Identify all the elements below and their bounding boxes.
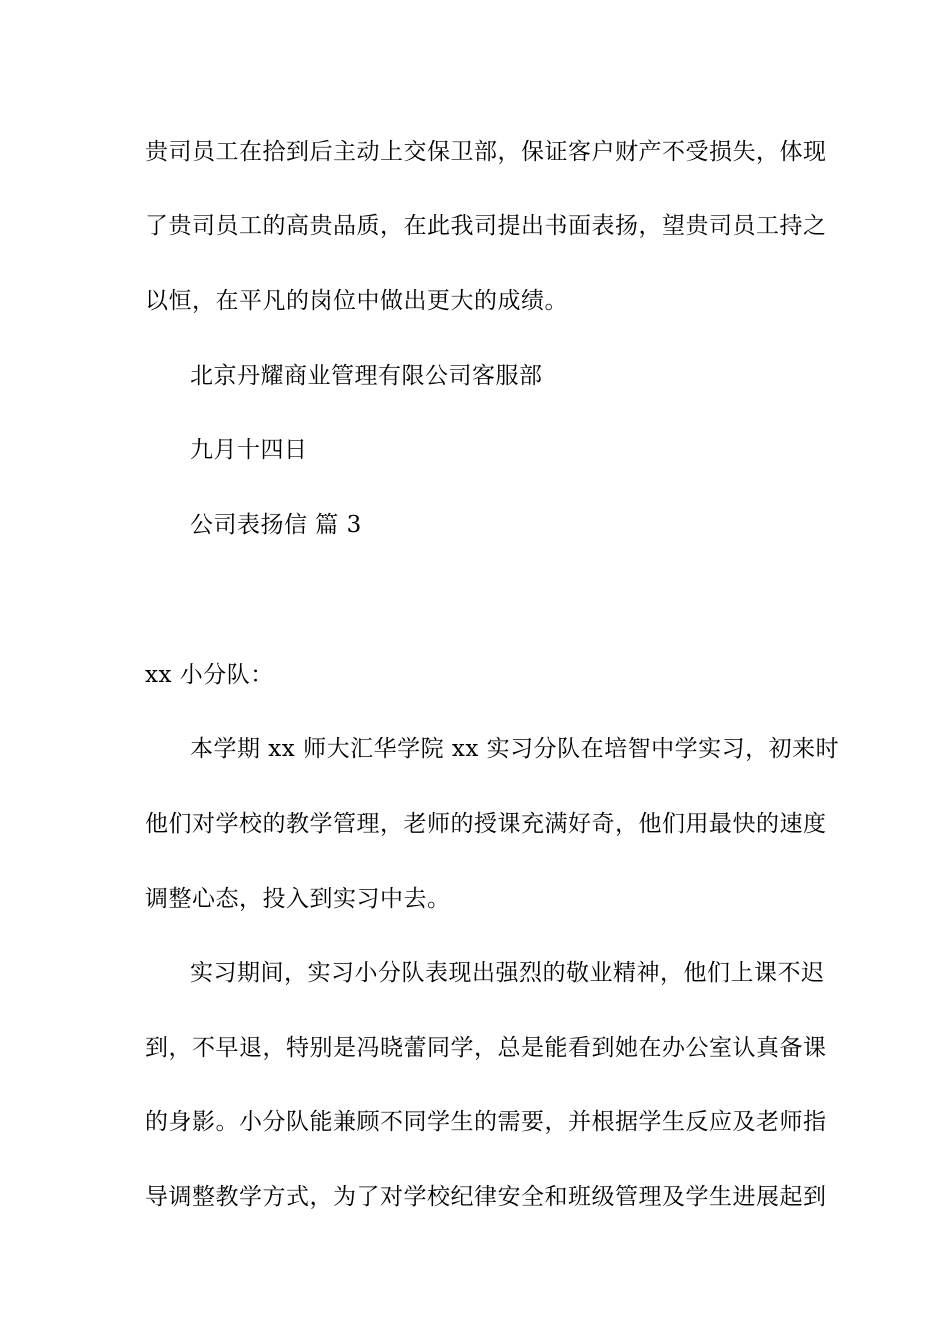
body-text-line: 的身影。小分队能兼顾不同学生的需要，并根据学生反应及老师指 — [145, 1109, 827, 1135]
body-text-line: 贵司员工在拾到后主动上交保卫部，保证客户财产不受损失，体现 — [145, 139, 827, 165]
body-text-line: 他们对学校的教学管理，老师的授课充满好奇，他们用最快的速度 — [145, 811, 827, 837]
body-text-line: 调整心态，投入到实习中去。 — [145, 886, 451, 912]
body-text-line: 以恒，在平凡的岗位中做出更大的成绩。 — [145, 288, 568, 314]
body-text-line: 本学期 xx 师大汇华学院 xx 实习分队在培智中学实习，初来时 — [190, 736, 840, 762]
body-text-line: 了贵司员工的高贵品质，在此我司提出书面表扬，望贵司员工持之 — [145, 213, 827, 239]
body-text-line: 实习期间，实习小分队表现出强烈的敬业精神，他们上课不迟 — [190, 960, 825, 986]
signature-company: 北京丹耀商业管理有限公司客服部 — [190, 363, 543, 389]
body-text-line: 导调整教学方式，为了对学校纪律安全和班级管理及学生进展起到 — [145, 1184, 827, 1210]
signature-date: 九月十四日 — [190, 437, 308, 463]
section-heading: 公司表扬信 篇 3 — [190, 512, 362, 538]
body-text-line: 到，不早退，特别是冯晓蕾同学，总是能看到她在办公室认真备课 — [145, 1035, 827, 1061]
salutation: xx 小分队： — [145, 662, 274, 688]
